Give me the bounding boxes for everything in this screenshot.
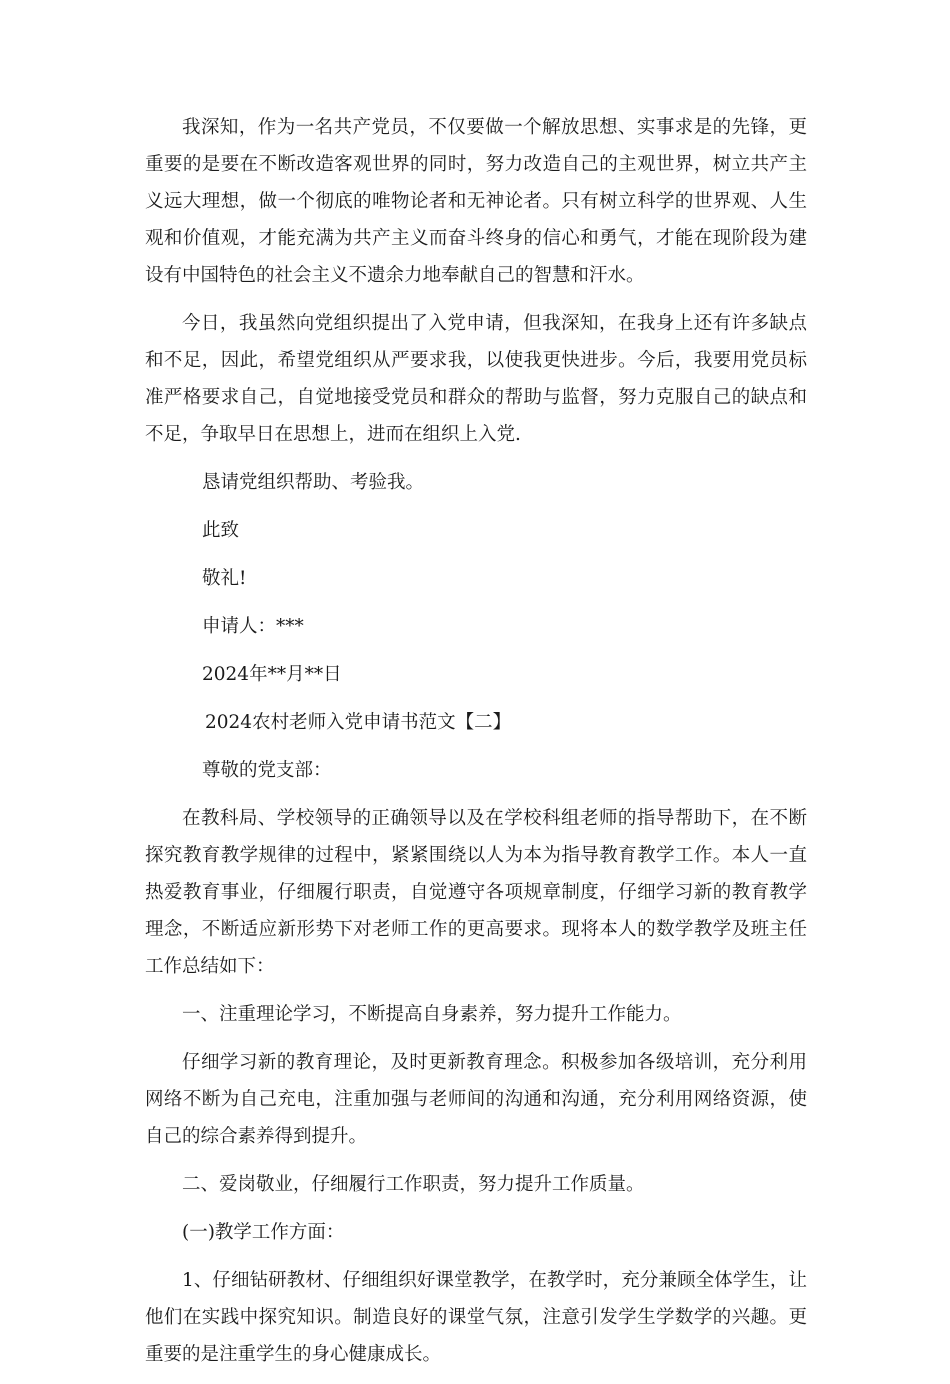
heading-theory-study: 一、注重理论学习，不断提高自身素养，努力提升工作能力。 bbox=[182, 1004, 682, 1025]
closing-request: 恳请党组织帮助、考验我。 bbox=[202, 472, 425, 493]
heading-teaching-work: (一)教学工作方面： bbox=[182, 1222, 345, 1243]
section-title: 2024农村老师入党申请书范文【二】 bbox=[205, 712, 512, 733]
greeting: 尊敬的党支部： bbox=[202, 760, 332, 781]
heading-dedication: 二、爱岗敬业，仔细履行工作职责，努力提升工作质量。 bbox=[182, 1174, 645, 1195]
closing-salute-2: 敬礼! bbox=[202, 568, 247, 589]
paragraph-commitment: 今日，我虽然向党组织提出了入党申请，但我深知，在我身上还有许多缺点和不足，因此，希望党组织从严要求我，以使我更快进步。今后，我要用党员标准严格要求自己，自觉地接受党员和群众的帮助与监督，努力克服自己的缺点和不足，争取早日在思想上，进而在组织上入党. bbox=[145, 313, 807, 445]
paragraph-teaching-item-1: 1、仔细钻研教材、仔细组织好课堂教学，在教学时，充分兼顾全体学生，让他们在实践中探究知识。制造良好的课堂气氛，注意引发学生学数学的兴趣。更重要的是注重学生的身心健康成长。 bbox=[145, 1270, 807, 1365]
paragraph-intro: 在教科局、学校领导的正确领导以及在学校科组老师的指导帮助下，在不断探究教育教学规律的过程中，紧紧围绕以人为本为指导教育教学工作。本人一直热爱教育事业，仔细履行职责，自觉遵守各项规章制度，仔细学习新的教育教学理念，不断适应新形势下对老师工作的更高要求。现将本人的数学教学及班主任工作总结如下： bbox=[145, 808, 807, 977]
application-date: 2024年**月**日 bbox=[202, 664, 342, 685]
applicant-signature: 申请人：*** bbox=[202, 616, 304, 637]
paragraph-worldview: 我深知，作为一名共产党员，不仅要做一个解放思想、实事求是的先锋，更重要的是要在不断改造客观世界的同时，努力改造自己的主观世界，树立共产主义远大理想，做一个彻底的唯物论者和无神论者。只有树立科学的世界观、人生观和价值观，才能充满为共产主义而奋斗终身的信心和勇气，才能在现阶段为建设有中国特色的社会主义不遗余力地奉献自己的智慧和汗水。 bbox=[145, 117, 807, 286]
closing-salute-1: 此致 bbox=[202, 520, 240, 541]
paragraph-theory-study: 仔细学习新的教育理论，及时更新教育理念。积极参加各级培训，充分利用网络不断为自己充电，注重加强与老师间的沟通和沟通，充分利用网络资源，使自己的综合素养得到提升。 bbox=[145, 1052, 807, 1147]
document-body bbox=[145, 109, 807, 1384]
